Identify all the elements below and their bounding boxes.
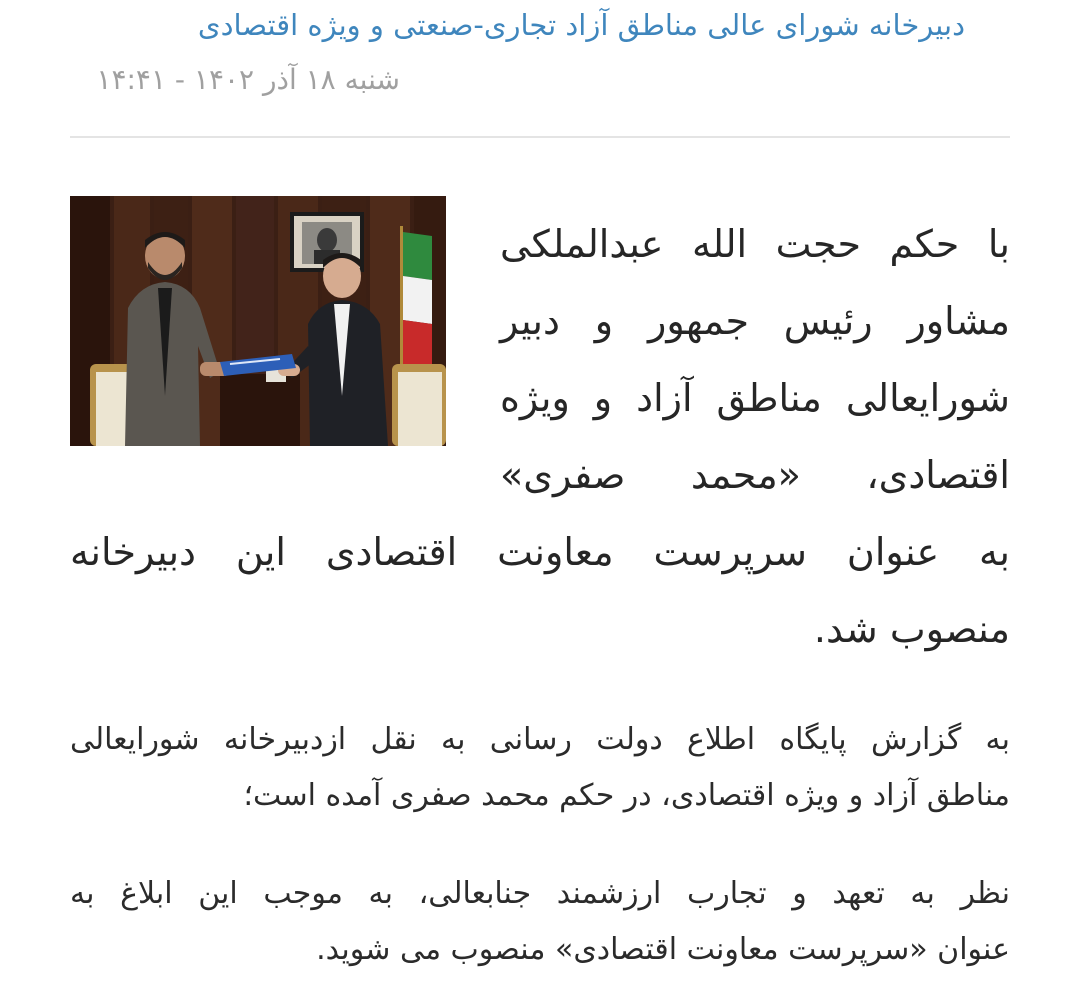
- lead-line: با حکم حجت الله عبدالملکی: [500, 222, 1010, 266]
- lead-line: اقتصادی، «محمد صفری»: [500, 453, 1010, 497]
- lead-line: به عنوان سرپرست معاونت اقتصادی این دبیرخانه: [70, 530, 1010, 574]
- lead-paragraph: [70, 206, 1010, 668]
- news-article: [70, 0, 1010, 1002]
- body-paragraph: [70, 712, 1010, 824]
- lead-line: مشاور رئیس جمهور و دبیر: [500, 299, 1010, 343]
- lead-line: منصوب شد.: [813, 607, 1010, 651]
- body-line: مناطق آزاد و ویژه اقتصادی، در حکم محمد صفری آمده است؛: [243, 778, 1010, 813]
- body-line: عنوان «سرپرست معاونت اقتصادی» منصوب می شوید.: [316, 932, 1010, 967]
- publish-datetime: شنبه ۱۸ آذر ۱۴۰۲ - ۱۴:۴۱: [96, 63, 400, 96]
- source-link[interactable]: دبیرخانه شورای عالی مناطق آزاد تجاری-صنعتی و ویژه اقتصادی: [197, 8, 965, 42]
- body-paragraph: [70, 866, 1010, 978]
- header-divider: [70, 136, 1010, 138]
- body-line: به گزارش پایگاه اطلاع دولت رسانی به نقل ازدبیرخانه شورایعالی: [70, 722, 1010, 757]
- body-line: نظر به تعهد و تجارب ارزشمند جنابعالی، به موجب این ابلاغ به: [70, 876, 1010, 911]
- lead-line: شورایعالی مناطق آزاد و ویژه: [500, 376, 1010, 420]
